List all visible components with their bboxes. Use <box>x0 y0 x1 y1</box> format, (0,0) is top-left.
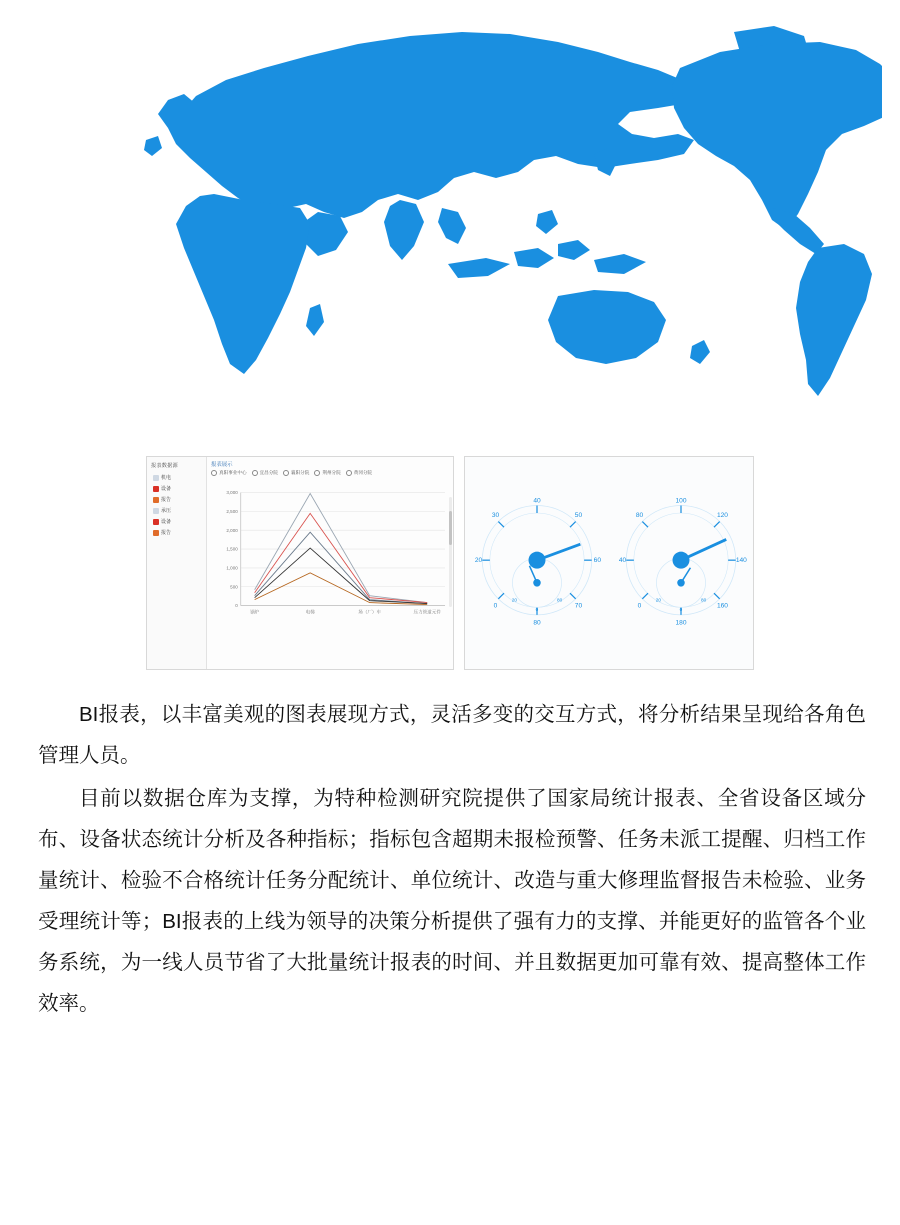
sumatra-java-islands <box>448 258 510 278</box>
subdial-tick: 80 <box>557 597 563 603</box>
world-map-figure <box>18 8 882 428</box>
legend-item[interactable] <box>252 470 278 476</box>
gauge-tick-label: 80 <box>533 619 541 627</box>
new-zealand-islands <box>690 340 710 364</box>
gauge-left-hub <box>529 552 546 569</box>
paragraph-2: 目前以数据仓库为支撑，为特种检测研究院提供了国家局统计报表、全省设备区域分布、设备状态统计分析及各种指标；指标包含超期未报检预警、任务未派工提醒、归档工作量统计、检验不合格统计任务分配统计、单位统计、改造与重大修理监督报告未检验、业务受理统计等；BI报表的上线为领导的决策分析提供了强有力的支撑、并能更好的监管各个业务系统，为一线人员节省了大批量统计报表的时间、并且数据更加可靠有效、提高整体工作效率。 <box>38 787 866 1015</box>
gauge-dashboard-screenshot <box>464 456 754 670</box>
y-tick-labels <box>226 490 238 608</box>
tree-item[interactable] <box>150 472 203 483</box>
x-tick: 场（厂）车 <box>358 609 382 615</box>
y-tick: 2,000 <box>226 527 238 533</box>
report-chart-area <box>207 457 453 669</box>
legend-item[interactable] <box>283 470 309 476</box>
legend-label: 宜昌分院 <box>259 470 278 475</box>
philippines-islands <box>536 210 558 234</box>
gauge-tick-label: 70 <box>574 602 583 610</box>
borneo-island <box>514 248 554 268</box>
y-tick: 0 <box>235 603 238 609</box>
subdial-tick: 80 <box>701 597 707 603</box>
paragraph-1: BI报表，以丰富美观的图表展现方式，灵活多变的交互方式，将分析结果呈现给各角色管理人员。 <box>38 703 866 767</box>
gauge-tick-label: 50 <box>574 511 583 519</box>
gauge-left <box>471 488 603 638</box>
subdial-tick: 0 <box>535 607 539 613</box>
new-guinea-island <box>594 254 646 274</box>
gauge-tick-label: 160 <box>716 602 728 610</box>
x-tick: 电梯 <box>305 609 315 615</box>
vertical-scrollbar[interactable] <box>449 497 452 607</box>
x-tick-labels <box>250 609 441 616</box>
tree-item[interactable] <box>150 505 203 516</box>
tree-item-label: 报告 <box>161 530 172 536</box>
world-map-landmasses <box>144 26 882 396</box>
orange-doc-icon <box>153 497 159 503</box>
chart-legend[interactable] <box>211 470 449 476</box>
madagascar-island <box>306 304 324 336</box>
gauge-tick-label: 180 <box>675 619 687 627</box>
series-line-1 <box>255 494 428 603</box>
subdial-tick: 20 <box>655 597 661 603</box>
legend-marker-icon <box>211 470 217 476</box>
gauge-right <box>615 488 747 638</box>
sulawesi-island <box>558 240 590 260</box>
legend-marker-icon <box>346 470 352 476</box>
world-map-svg <box>18 8 882 428</box>
gauge-tick-label: 40 <box>533 497 541 505</box>
legend-marker-icon <box>314 470 320 476</box>
y-tick: 3,000 <box>226 490 238 496</box>
y-tick: 500 <box>230 584 238 590</box>
chart-title: 报表展示 <box>211 462 233 468</box>
eurasia-landmass <box>168 32 766 218</box>
tree-item-label: 设备 <box>161 486 172 492</box>
body-copy <box>38 694 866 1026</box>
subdial-tick: 20 <box>511 597 517 603</box>
tree-item-label: 设备 <box>161 519 172 525</box>
tree-item-label: 承压 <box>161 508 172 514</box>
gauge-tick-label: 140 <box>735 557 747 565</box>
bi-report-screenshot <box>146 456 454 670</box>
gauge-tick-label: 60 <box>593 557 602 565</box>
north-america-landmass <box>672 42 882 230</box>
orange-doc-icon <box>153 530 159 536</box>
folder-icon <box>153 475 159 481</box>
africa-landmass <box>176 194 310 374</box>
x-tick: 压力管道元件 <box>413 609 441 615</box>
legend-item[interactable] <box>211 470 247 476</box>
central-america-landmass <box>772 208 824 254</box>
gauge-right-hub <box>673 552 690 569</box>
line-chart <box>211 478 449 636</box>
gauge-tick-label: 30 <box>491 511 500 519</box>
legend-marker-icon <box>283 470 289 476</box>
legend-label: 荆州分院 <box>322 470 341 475</box>
gauge-tick-label: 100 <box>675 497 687 505</box>
panel-title: 报表数据源 <box>151 463 178 469</box>
folder-icon <box>153 508 159 514</box>
scrollbar-thumb[interactable] <box>449 511 452 545</box>
legend-label: 襄阳分院 <box>290 470 310 475</box>
gauge-tick-label: 0 <box>493 602 498 610</box>
legend-item[interactable] <box>314 470 340 476</box>
legend-item[interactable] <box>346 470 372 476</box>
legend-label: 黄冈分院 <box>353 470 373 475</box>
arabian-peninsula <box>304 212 348 256</box>
tree-item[interactable] <box>150 527 203 538</box>
subdial-needle <box>681 568 690 583</box>
x-tick: 锅炉 <box>250 609 260 615</box>
red-doc-icon <box>153 519 159 525</box>
india-landmass <box>384 200 424 260</box>
tree-item-label: 报告 <box>161 497 172 503</box>
y-tick: 1,000 <box>226 565 238 571</box>
tree-item[interactable] <box>150 483 203 494</box>
gauge-tick-label: 80 <box>635 511 644 519</box>
gauge-tick-label: 0 <box>637 602 642 610</box>
australia-landmass <box>548 290 666 364</box>
tree-item-label: 机电 <box>161 475 172 481</box>
legend-marker-icon <box>252 470 258 476</box>
y-tick: 1,500 <box>226 546 238 552</box>
gauge-tick-label: 40 <box>618 557 627 565</box>
south-america-landmass <box>796 244 872 396</box>
red-doc-icon <box>153 486 159 492</box>
british-isles <box>144 136 162 156</box>
gauge-tick-label: 20 <box>474 557 483 565</box>
gauge-tick-label: 120 <box>716 511 728 519</box>
indochina-landmass <box>438 208 466 244</box>
tree-item[interactable] <box>150 494 203 505</box>
legend-label: 真阳事业中心 <box>219 470 247 475</box>
y-tick: 2,500 <box>226 508 238 514</box>
series-line-2 <box>255 513 428 602</box>
subdial-tick: 0 <box>679 607 683 613</box>
tree-item[interactable] <box>150 516 203 527</box>
report-datasource-panel[interactable] <box>147 457 207 669</box>
screenshot-strip <box>146 456 754 670</box>
